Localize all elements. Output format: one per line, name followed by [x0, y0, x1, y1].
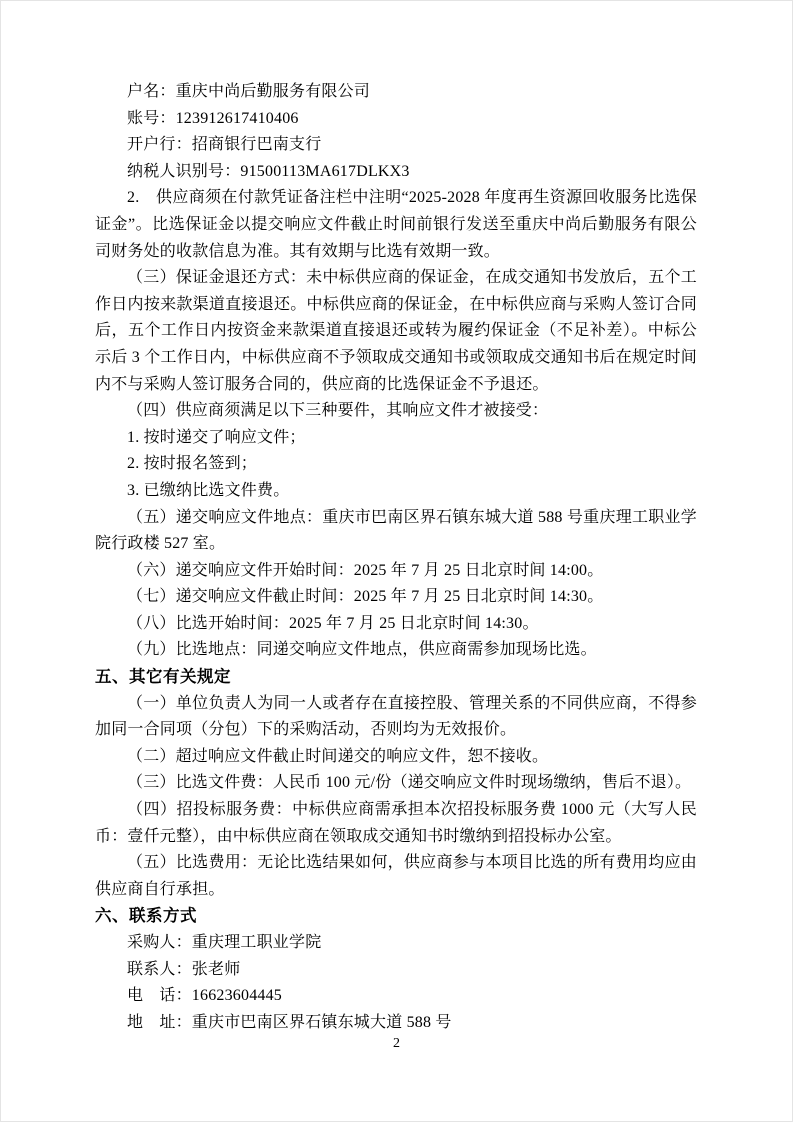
rule-item-1: （一）单位负责人为同一人或者存在直接控股、管理关系的不同供应商，不得参加同一合同项（分包）下的采购活动，否则均为无效报价。 — [95, 694, 697, 739]
rule-item-4: （四）招投标服务费：中标供应商需承担本次招投标服务费 1000 元（大写人民币：壹仟元整），由中标供应商在领取成交通知书时缴纳到招投标办公室。 — [95, 801, 697, 845]
section-heading-contact: 六、联系方式 — [95, 907, 197, 926]
deposit-note-paragraph: 2. 供应商须在付款凭证备注栏中注明“2025-2028 年度再生资源回收服务比选保证金”。比选保证金以提交响应文件截止时间前银行发送至重庆中尚后勤服务有限公司财务处的收款信息为准。其有效期与比选有效期一致。 — [95, 189, 697, 260]
submission-start-time-line: （六）递交响应文件开始时间：2025 年 7 月 25 日北京时间 14:00。 — [127, 561, 604, 579]
condition-item-3: 3. 已缴纳比选文件费。 — [127, 481, 290, 499]
condition-item-1: 1. 按时递交了响应文件； — [127, 428, 306, 446]
taxpayer-id-line: 纳税人识别号：91500113MA617DLKX3 — [127, 162, 410, 180]
submission-location-line: （五）递交响应文件地点：重庆市巴南区界石镇东城大道 588 号重庆理工职业学院行政楼 527 室。 — [95, 508, 697, 553]
acceptance-conditions-line: （四）供应商须满足以下三种要件，其响应文件才被接受： — [127, 402, 549, 420]
rule-item-3: （三）比选文件费：人民币 100 元/份（递交响应文件时现场缴纳，售后不退）。 — [127, 774, 692, 792]
rule-item-5: （五）比选费用：无论比选结果如何，供应商参与本项目比选的所有费用均应由供应商自行承担。 — [95, 854, 697, 898]
purchaser-line: 采购人：重庆理工职业学院 — [127, 934, 322, 951]
selection-start-time-line: （八）比选开始时间：2025 年 7 月 25 日北京时间 14:30。 — [127, 614, 539, 632]
phone-line: 电 话：16623604445 — [127, 987, 283, 1005]
page-number: 2 — [393, 1036, 400, 1051]
account-holder-line: 户名：重庆中尚后勤服务有限公司 — [127, 83, 371, 100]
deposit-refund-paragraph: （三）保证金退还方式：未中标供应商的保证金，在成交通知书发放后，五个工作日内按来款渠道直接退还。中标供应商的保证金，在中标供应商与采购人签订合同后，五个工作日内按资金来款渠道直接退还或转为履约保证金（不足补差）。中标公示后 3 个工作日内，中标供应商不予领取成交通知书或领取成交通知书后在规定时间内不与采购人签订服务合同的，供应商的比选保证金不予退还。 — [95, 269, 697, 393]
account-number-line: 账号：123912617410406 — [127, 109, 299, 127]
selection-location-line: （九）比选地点：同递交响应文件地点，供应商需参加现场比选。 — [127, 641, 597, 659]
submission-deadline-line: （七）递交响应文件截止时间：2025 年 7 月 25 日北京时间 14:30。 — [127, 588, 604, 606]
section-heading-other-rules: 五、其它有关规定 — [95, 668, 231, 687]
document-body — [95, 79, 697, 1036]
contact-person-line: 联系人：张老师 — [127, 960, 241, 978]
bank-branch-line: 开户行：招商银行巴南支行 — [127, 136, 322, 154]
address-line: 地 址：重庆市巴南区界石镇东城大道 588 号 — [127, 1013, 452, 1031]
condition-item-2: 2. 按时报名签到； — [127, 455, 258, 473]
rule-item-2: （二）超过响应文件截止时间递交的响应文件，恕不接收。 — [127, 747, 549, 765]
